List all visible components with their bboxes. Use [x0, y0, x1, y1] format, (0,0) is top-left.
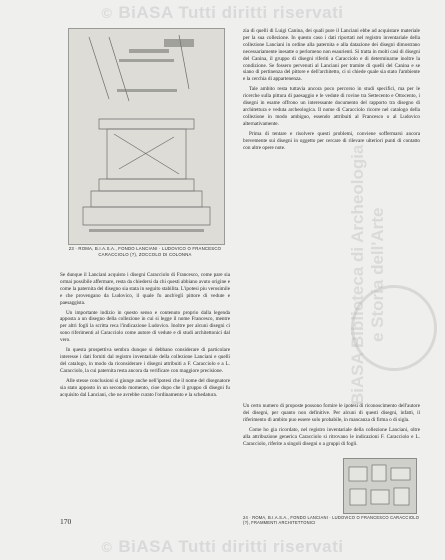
- paragraph: Un certo numero di proposte possono fornire le ipotesi di riconoscimento dell'autore dei disegni, per quanto non definitive. Per alcuni di questi disegni, infatti, il riferimento di ambito puo essere solo probabile, in mancanza di firma o di sigla.: [243, 403, 420, 423]
- paragraph: Come ho gia ricordato, nel registro inventariale della collezione Lanciani, oltre alla attribuzione generica Caracciolo si ritrovano le indicazioni F. Caracciolo e L. Caracciolo, riferite a singoli disegni o a gruppi di fogli.: [243, 426, 420, 447]
- watermark-seal: [351, 285, 437, 371]
- architectural-fragments-sketch: [344, 459, 416, 513]
- figure-left-caption: 23 · ROMA, B.I.A.S.A., FONDO LANCIANI · LUDOVICO O FRANCESCO CARACCIOLO (?), ZOCCOLO DI COLONNA: [68, 246, 222, 257]
- left-column-text: [60, 272, 230, 512]
- page-number: 170: [60, 517, 72, 526]
- paragraph: In questa prospettiva sembra dunque si debbano considerare di particolare interesse i dati forniti dal registro inventariale della collezione Lanciani e quelli del catalogo, in modo da riconsiderare i disegni attribuiti a F. Caracciolo e a L. Caracciolo, la cui paternita resta ancora da verificare con maggiore precisione.: [60, 347, 230, 374]
- figure-right-caption: 24 · ROMA, B.I.A.S.A., FONDO LANCIANI · LUDOVICO O FRANCESCO CARACCIOLO (?), FRAMMENTI ARCHITETTONICI: [243, 515, 420, 526]
- paragraph: Prima di tentare e risolvere questi problemi, conviene soffermarsi ancora brevemente sui disegni in oggetto per cercare di rilevare ulteriori punti di contatto con altre opere note.: [243, 130, 420, 151]
- paragraph: zia di quelli di Luigi Canina, dei quali pure il Lanciani ebbe ad acquistare materiale per la sua collezione. In questo caso i dati riportati nel registro inventariale della collezione Lanciani in ordine alla paternita e alla datazione dei disegni dimostrano necessariamente inesatte o perlomeno non esaurienti. Si tratta in molti casi di disegni del Canina, il gruppo di disegni riferiti a Caracciolo e di determinarne inoltre la condizione. Se fossero pervenuti al Lanciani per tramite di quelli del Canina e se siano di pertinenza del pittore e dell'architetto, ci si chiede quale sia stato l'ambiente e la cerchia di appartenenza.: [243, 28, 420, 83]
- copyright-icon: ©: [101, 539, 113, 555]
- top-banner-text: BiASA Tutti diritti riservati: [118, 3, 344, 22]
- figure-column-base-drawing: [68, 28, 225, 245]
- paragraph: Alle stesse conclusioni si giunge anche nell'ipotesi che il nome del disegnatore sia stato apposto in un secondo momento, cioe dopo che il gruppo di disegni fu acquisito dal Lanciani, che ne avrebbe curato l'ordinamento e la schedatura.: [60, 377, 230, 398]
- bottom-banner-text: BiASA Tutti diritti riservati: [118, 537, 344, 556]
- top-watermark-banner: [0, 0, 445, 26]
- column-base-sketch: [69, 29, 224, 244]
- copyright-icon: ©: [101, 5, 113, 21]
- figure-architectural-fragments: [343, 458, 417, 514]
- paragraph: Tale ambito resta tuttavia ancora poco percorso in studi specifici, ma per le ricerche sulla pittura di paesaggio e le vedute di rovine tra Settecento e Ottocento, i disegni in esame offrono un interessante documento del rapporto tra disegno di architettura e veduta archeologica. Il nome di Caracciolo ricorre nel catalogo della collezione in modo ambiguo, essendo attribuiti al Francesco o al Ludovico alternativamente.: [243, 86, 420, 127]
- bottom-watermark-banner: [0, 534, 445, 560]
- vertical-watermark: BiASA Biblioteca di Archeologia e Storia dell'Arte: [348, 144, 387, 406]
- paragraph: Se dunque il Lanciani acquisto i disegni Caracciolo di Francesco, come pare sia ormai possibile affermare, resta da chiedersi da chi questi abbiano avuto origine e come la paternita del disegno sia stata in seguito stabilita. L'ipotesi piu verosimile e che provengano da Ludovico, il quale fu anch'egli pittore di vedute e paesaggista.: [60, 272, 230, 306]
- paragraph: Un importante indizio in questo senso e contenuto proprio dalla legenda apposta a un disegno della collezione in cui si legge il nome Francesco, mentre per altri fogli la scritta reca l'indicazione Ludovico. Inoltre per alcuni disegni ci sono riferimenti al Caracciolo come autore di vedute e di studi architettonici dal vero.: [60, 309, 230, 344]
